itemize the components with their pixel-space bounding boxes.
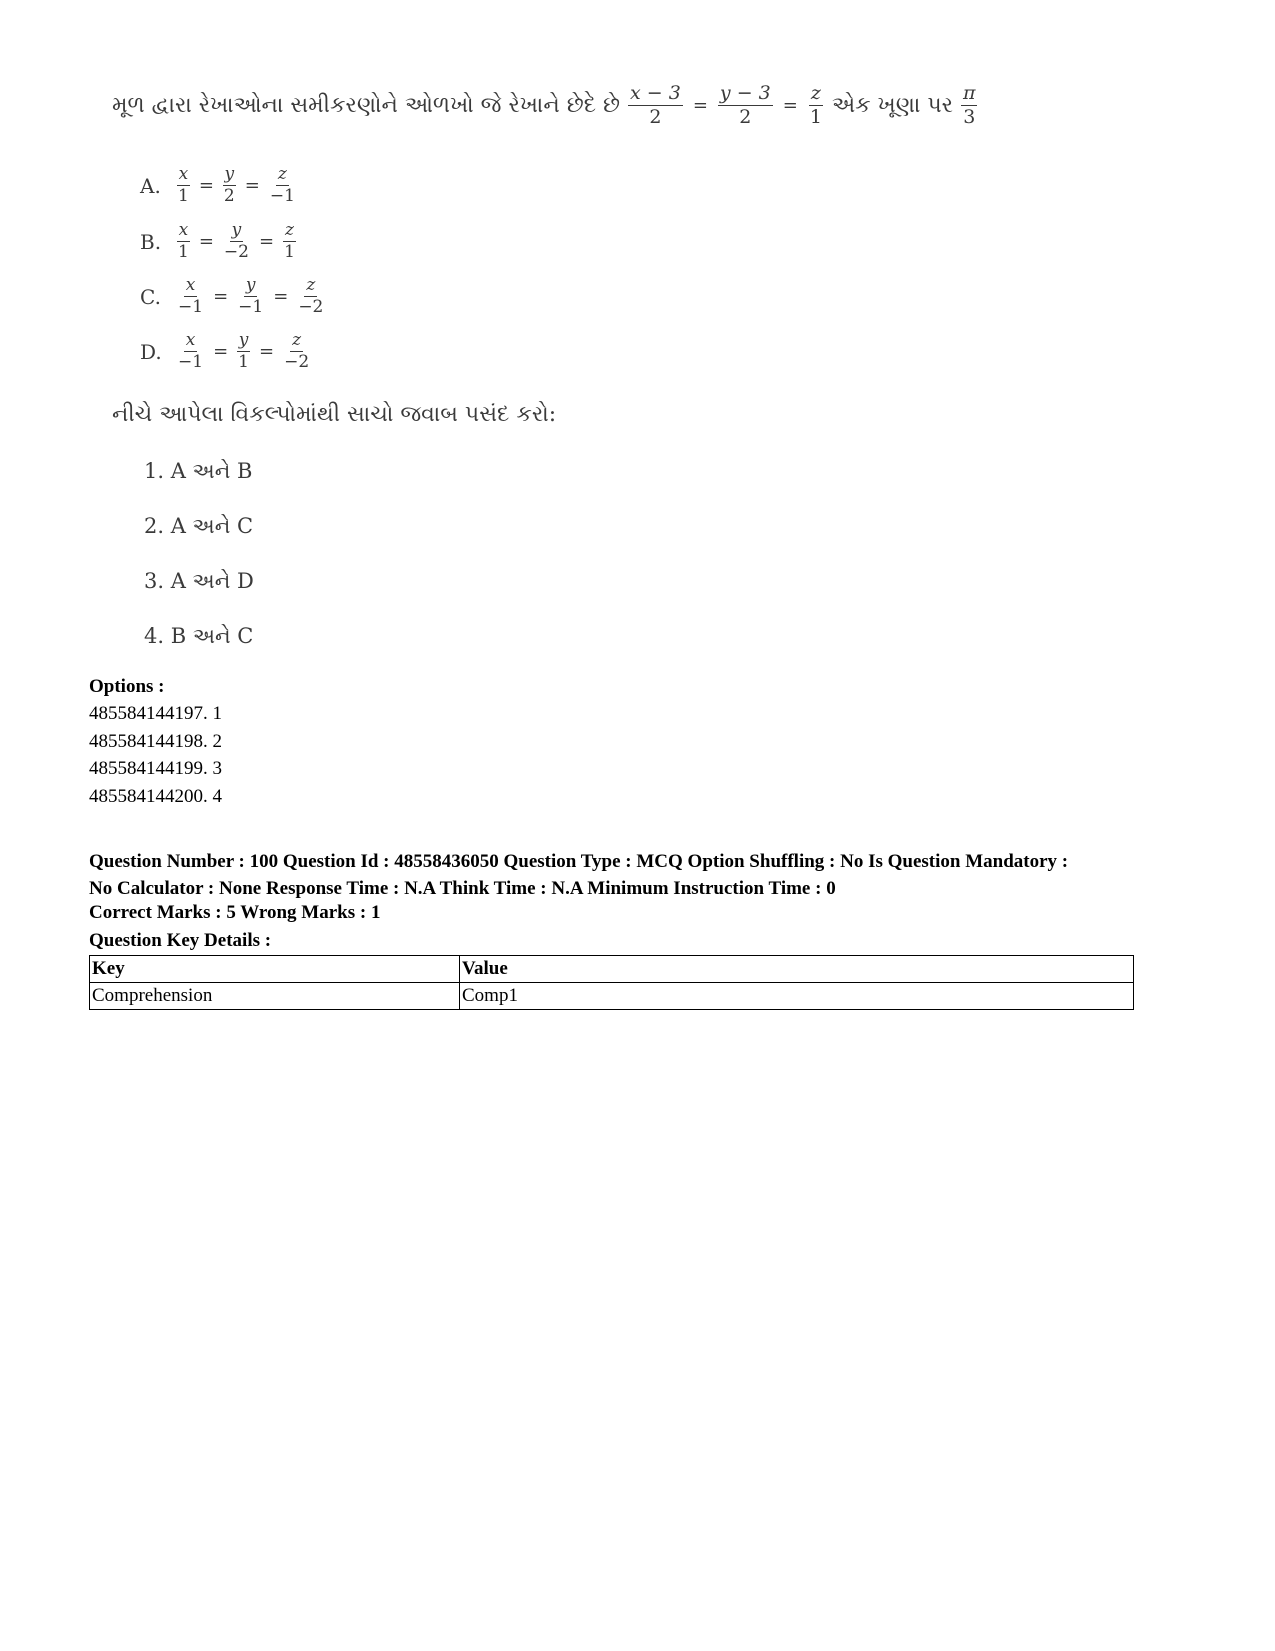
choice-2: 2. A અને C	[144, 514, 254, 538]
option-item: 485584144199. 3	[89, 758, 222, 779]
options-heading: Options :	[89, 676, 165, 697]
stem-fraction: $\frac{x - 3}{2}$	[630, 82, 681, 128]
table-header-row	[90, 956, 1134, 983]
question-meta-line1: Question Number : 100 Question Id : 48558436050 Question Type : MCQ Option Shuffling : No Is Question Mandatory :	[89, 851, 1069, 872]
option-item: 485584144200. 4	[89, 786, 222, 807]
option-item: 485584144198. 2	[89, 731, 222, 752]
statement-b: B. $\frac{x}{1}$ = $\frac{y}{-2}$ = $\frac{z}{1}$	[140, 220, 295, 262]
stem-fraction: $\frac{y - 3}{2}$	[719, 82, 771, 128]
answer-instruction: નીચે આપેલા વિકલ્પોમાંથી સાચો જવાબ પસંદ કરો:	[112, 402, 557, 427]
marks-line: Correct Marks : 5 Wrong Marks : 1	[89, 902, 381, 923]
option-item: 485584144197. 1	[89, 703, 222, 724]
statement-c: C. $\frac{x}{-1}$ = $\frac{y}{-1}$ = $\frac{z}{-2}$	[140, 275, 324, 317]
table-header-value: Value	[460, 956, 1134, 983]
key-details-heading: Question Key Details :	[89, 930, 272, 951]
question-meta-line2: No Calculator : None Response Time : N.A Think Time : N.A Minimum Instruction Time : 0	[89, 878, 836, 899]
statement-d: D. $\frac{x}{-1}$ = $\frac{y}{1}$ = $\frac{z}{-2}$	[140, 330, 310, 372]
table-cell-value: Comp1	[460, 983, 1134, 1010]
table-header-key: Key	[90, 956, 460, 983]
question-stem-suffix: એક ખૂણા પર	[831, 93, 953, 118]
statement-a: A. $\frac{x}{1}$ = $\frac{y}{2}$ = $\frac{z}{-1}$	[140, 164, 295, 206]
angle-fraction: $\frac{\pi}{3}$	[962, 82, 976, 128]
table-cell-key: Comprehension	[90, 983, 460, 1010]
question-stem: મૂળ દ્વારા રેખાઓના સમીકરણોને ઓળખો જે રેખાને છેદે છે $\frac{x - 3}{2}$ = $\frac{y - 3}{2}$ = $\frac{z}{1}$ એક ખૂણા પર $\frac{\pi}{3}$	[112, 82, 976, 128]
stem-fraction: $\frac{z}{1}$	[809, 82, 822, 128]
choice-3: 3. A અને D	[144, 569, 254, 593]
question-meta	[89, 848, 1179, 902]
table-row	[90, 983, 1134, 1010]
key-details-table	[89, 955, 1134, 1010]
question-stem-text: મૂળ દ્વારા રેખાઓના સમીકરણોને ઓળખો જે રેખાને છેદે છે	[112, 93, 621, 118]
choice-1: 1. A અને B	[144, 459, 253, 483]
choice-4: 4. B અને C	[144, 624, 254, 648]
